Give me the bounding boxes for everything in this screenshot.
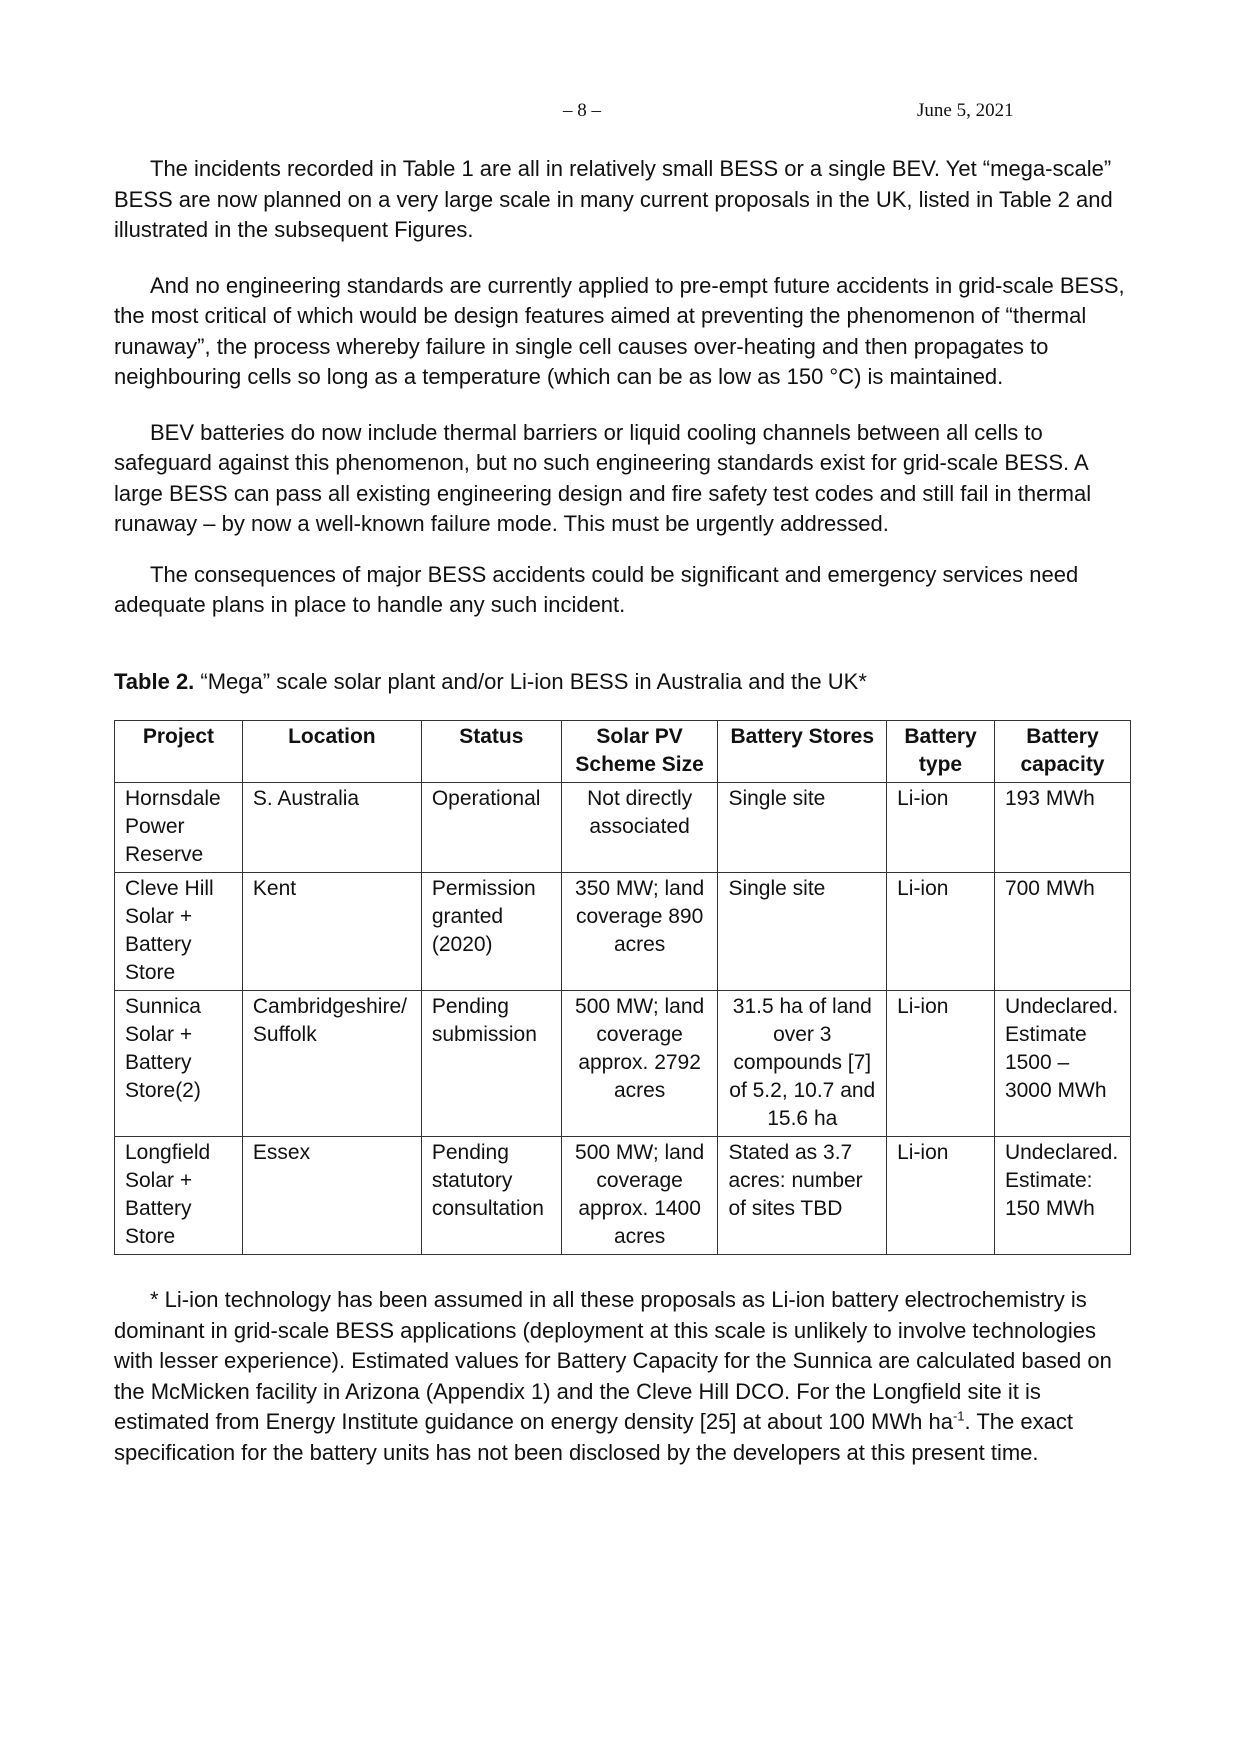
table-row bbox=[115, 783, 1131, 873]
footnote bbox=[114, 1285, 1134, 1468]
cell-location: Kent bbox=[242, 873, 421, 991]
page-number: – 8 – bbox=[563, 100, 601, 121]
footnote-text-end: . The exact specification for the battery units has not been disclosed by the developers at this present time. bbox=[114, 1409, 1073, 1465]
cell-status: Pending statutory consultation bbox=[421, 1137, 561, 1255]
cell-battery-capacity: 193 MWh bbox=[994, 783, 1130, 873]
cell-location: Essex bbox=[242, 1137, 421, 1255]
footnote-superscript: -1 bbox=[952, 1408, 965, 1424]
header-solar-pv: Solar PV Scheme Size bbox=[561, 721, 718, 783]
page-date: June 5, 2021 bbox=[917, 100, 1014, 121]
cell-battery-stores: Single site bbox=[718, 783, 887, 873]
paragraph-2: And no engineering standards are currently applied to pre-empt future accidents in grid-scale BESS, the most critical of which would be design features aimed at preventing the phenomenon of “thermal runaway”, the process whereby failure in single cell causes over-heating and then propagates to neighbouring cells so long as a temperature (which can be as low as 150 °C) is maintained. bbox=[114, 272, 1125, 389]
cell-battery-type: Li-ion bbox=[887, 1137, 995, 1255]
header-battery-stores: Battery Stores bbox=[718, 721, 887, 783]
cell-project: Hornsdale Power Reserve bbox=[115, 783, 243, 873]
cell-status: Operational bbox=[421, 783, 561, 873]
cell-battery-capacity: 700 MWh bbox=[994, 873, 1130, 991]
footnote-text: * Li-ion technology has been assumed in all these proposals as Li-ion battery electrochemistry is dominant in grid-scale BESS applications (deployment at this scale is unlikely to involve technologies with lesser experience). Estimated values for Battery Capacity for the Sunnica are calculated based on the McMicken facility in Arizona (Appendix 1) and the Cleve Hill DCO. For the Longfield site it is estimated from Energy Institute guidance on energy density [25] at about 100 MWh ha bbox=[114, 1287, 1112, 1434]
cell-battery-capacity: Undeclared. Estimate 1500 – 3000 MWh bbox=[994, 991, 1130, 1137]
table-row bbox=[115, 873, 1131, 991]
document-body bbox=[114, 154, 1134, 1468]
table-row bbox=[115, 991, 1131, 1137]
cell-battery-stores: Stated as 3.7 acres: number of sites TBD bbox=[718, 1137, 887, 1255]
cell-status: Pending submission bbox=[421, 991, 561, 1137]
table-caption-label: Table 2. bbox=[114, 668, 195, 694]
table-header-row bbox=[115, 721, 1131, 783]
cell-solar-pv: 500 MW; land coverage approx. 2792 acres bbox=[561, 991, 718, 1137]
table-caption bbox=[114, 667, 1134, 698]
table-row bbox=[115, 1137, 1131, 1255]
cell-battery-type: Li-ion bbox=[887, 783, 995, 873]
paragraph-4: The consequences of major BESS accidents could be significant and emergency services need adequate plans in place to handle any such incident. bbox=[114, 561, 1079, 617]
cell-solar-pv: Not directly associated bbox=[561, 783, 718, 873]
cell-battery-type: Li-ion bbox=[887, 873, 995, 991]
header-location: Location bbox=[242, 721, 421, 783]
cell-battery-stores: Single site bbox=[718, 873, 887, 991]
header-project: Project bbox=[115, 721, 243, 783]
cell-solar-pv: 500 MW; land coverage approx. 1400 acres bbox=[561, 1137, 718, 1255]
cell-battery-stores: 31.5 ha of land over 3 compounds [7] of 5.2, 10.7 and 15.6 ha bbox=[718, 991, 887, 1137]
cell-location: Cambridgeshire/ Suffolk bbox=[242, 991, 421, 1137]
cell-location: S. Australia bbox=[242, 783, 421, 873]
cell-project: Longfield Solar + Battery Store bbox=[115, 1137, 243, 1255]
header-status: Status bbox=[421, 721, 561, 783]
table-caption-text: “Mega” scale solar plant and/or Li-ion BESS in Australia and the UK* bbox=[194, 668, 867, 694]
header-battery-capacity: Battery capacity bbox=[994, 721, 1130, 783]
cell-battery-type: Li-ion bbox=[887, 991, 995, 1137]
header-battery-type: Battery type bbox=[887, 721, 995, 783]
page-header bbox=[0, 100, 1240, 130]
cell-status: Permission granted (2020) bbox=[421, 873, 561, 991]
cell-project: Cleve Hill Solar + Battery Store bbox=[115, 873, 243, 991]
cell-project: Sunnica Solar + Battery Store(2) bbox=[115, 991, 243, 1137]
cell-solar-pv: 350 MW; land coverage 890 acres bbox=[561, 873, 718, 991]
paragraph-1: The incidents recorded in Table 1 are all in relatively small BESS or a single BEV. Yet “mega-scale” BESS are now planned on a very large scale in many current proposals in the UK, listed in Table 2 and illustrated in the subsequent Figures. bbox=[114, 156, 1113, 242]
cell-battery-capacity: Undeclared. Estimate: 150 MWh bbox=[994, 1137, 1130, 1255]
paragraph-3: BEV batteries do now include thermal barriers or liquid cooling channels between all cells to safeguard against this phenomenon, but no such engineering standards exist for grid-scale BESS. A large BESS can pass all existing engineering design and fire safety test codes and still fail in thermal runaway – by now a well-known failure mode. This must be urgently addressed. bbox=[114, 419, 1092, 536]
projects-table bbox=[114, 720, 1131, 1255]
